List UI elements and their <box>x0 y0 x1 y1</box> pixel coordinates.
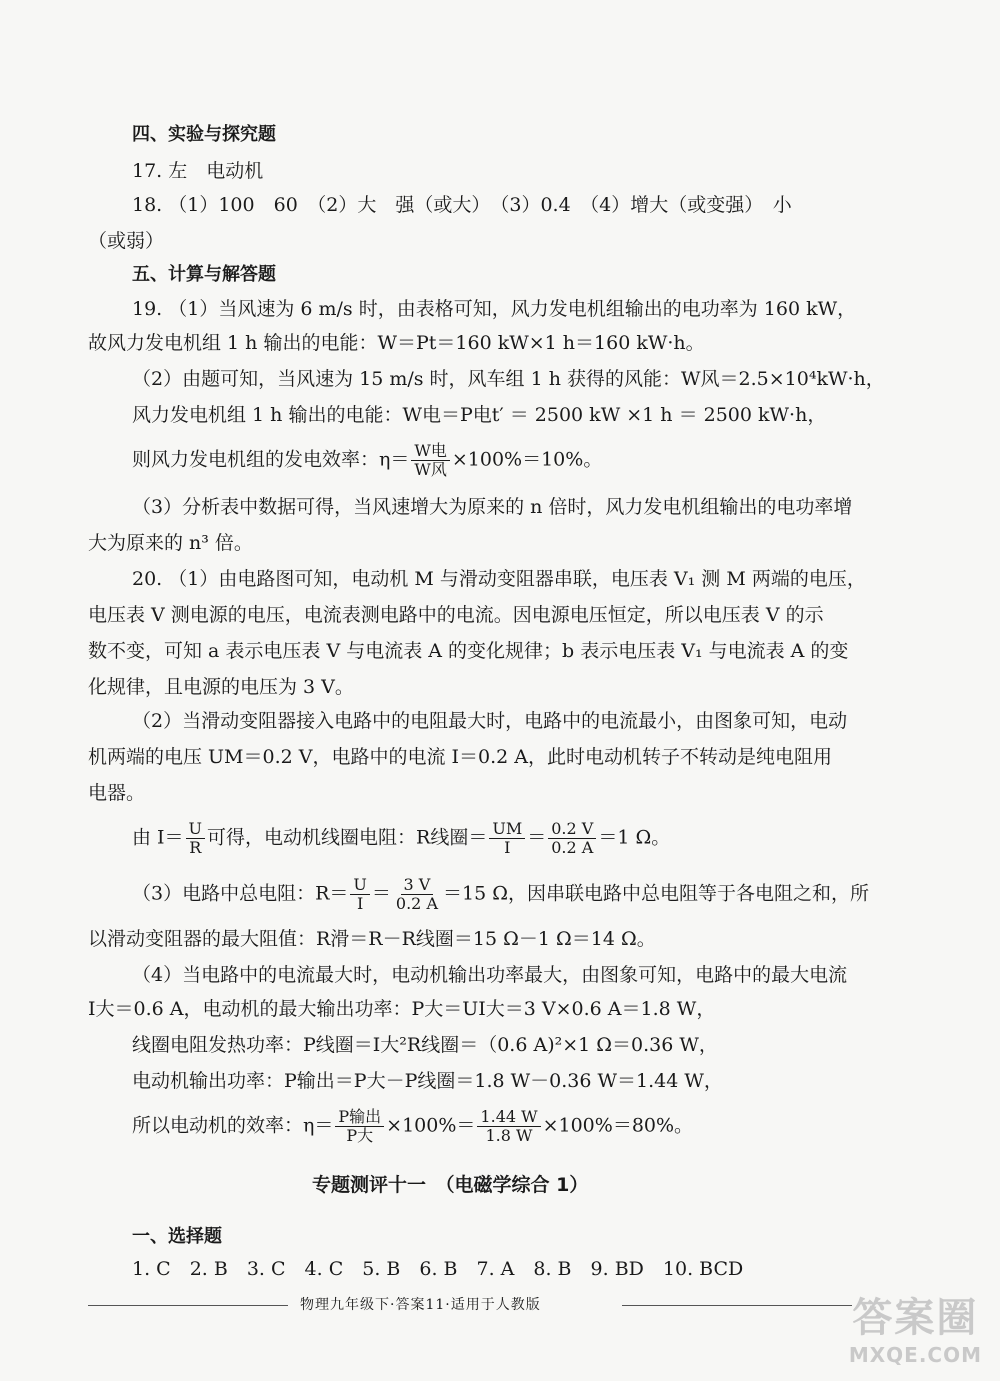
fraction-denominator: I <box>504 838 511 857</box>
fraction <box>186 820 205 857</box>
formula-text: ×100%＝10%。 <box>451 448 603 471</box>
fraction-numerator: 1.44 W <box>477 1108 540 1127</box>
formula-text: ×100%＝80%。 <box>542 1114 694 1137</box>
q20-p1-line2: 电压表 V 测电源的电压，电流表测电路中的电流。因电源电压恒定，所以电压表 V 的示 <box>88 604 824 626</box>
topic-title: 专题测评十一 （电磁学综合 1） <box>312 1174 589 1196</box>
q19-p2-line3 <box>132 442 602 479</box>
fraction-numerator: UM <box>489 820 525 839</box>
section1-heading: 一、选择题 <box>132 1226 222 1247</box>
section4-heading: 四、实验与探究题 <box>132 124 276 145</box>
formula-text: ＝15 Ω，因串联电路中总电阻等于各电阻之和，所 <box>443 882 869 905</box>
section5-heading: 五、计算与解答题 <box>132 264 276 285</box>
fraction-denominator: I <box>356 894 364 913</box>
fraction <box>548 820 596 857</box>
footer-rule-right <box>622 1305 852 1306</box>
answer-q18-line2: （或弱） <box>88 230 165 252</box>
fraction <box>489 820 525 857</box>
fraction <box>393 876 441 913</box>
q20-p1-line3: 数不变，可知 a 表示电压表 V 与电流表 A 的变化规律；b 表示电压表 V₁ 与电流表 A 的变 <box>88 640 849 662</box>
fraction-numerator: 3 V <box>401 876 434 895</box>
fraction-denominator: W风 <box>414 460 447 479</box>
fraction-numerator: W电 <box>411 442 449 461</box>
formula-text: ＝1 Ω。 <box>598 826 671 849</box>
fraction <box>350 876 369 913</box>
watermark-url: MXQE.COM <box>848 1343 982 1367</box>
q20-p2-formula: 由 I＝ $\frac{U}{R}$ 可得，电动机线圈电阻：R线圈＝ $\frac{UM}{I}$ ＝ $\frac{0.2 V}{0.2 A}$ ＝1 Ω。 <box>132 819 671 857</box>
fraction-denominator: 0.2 A <box>551 838 594 857</box>
q20-p1-line1: 20. （1）由电路图可知，电动机 M 与滑动变阻器串联，电压表 V₁ 测 M 两端的电压， <box>132 568 866 590</box>
formula-text: 所以电动机的效率：η＝ <box>132 1114 334 1137</box>
fraction <box>411 442 449 479</box>
watermark-logo <box>849 1286 982 1367</box>
fraction-numerator: U <box>350 876 369 895</box>
fraction-denominator: 0.2 A <box>395 894 438 913</box>
q19-p2-line1: （2）由题可知，当风速为 15 m/s 时，风车组 1 h 获得的风能：W风＝2.5×10⁴kW·h， <box>132 368 885 390</box>
fraction-numerator: U <box>186 820 205 839</box>
q19-p1-line2: 故风力发电机组 1 h 输出的电能：W＝Pt＝160 kW×1 h＝160 kW·h。 <box>88 332 705 354</box>
fraction-numerator: P输出 <box>335 1108 384 1127</box>
q19-p2-line2: 风力发电机组 1 h 输出的电能：W电＝P电t′ ＝ 2500 kW ×1 h ＝ 2500 kW·h， <box>132 404 827 426</box>
q20-p1-line4: 化规律，且电源的电压为 3 V。 <box>88 676 354 698</box>
formula-text: 可得，电动机线圈电阻：R线圈＝ <box>207 826 488 849</box>
fraction-denominator: 1.8 W <box>485 1126 533 1145</box>
watermark-title: 答案圈 <box>852 1295 979 1341</box>
q20-p3-line2: 以滑动变阻器的最大阻值：R滑＝R－R线圈＝15 Ω－1 Ω＝14 Ω。 <box>88 928 656 950</box>
q20-p2-line2: 机两端的电压 UM＝0.2 V，电路中的电流 I＝0.2 A，此时电动机转子不转动是纯电阻用 <box>88 746 833 768</box>
fraction-denominator: P大 <box>346 1126 374 1145</box>
q20-p4-line2: I大＝0.6 A，电动机的最大输出功率：P大＝UI大＝3 V×0.6 A＝1.8 W， <box>88 998 716 1020</box>
footer-rule-left <box>88 1305 288 1306</box>
q20-p3-line1: （3）电路中总电阻：R＝ $\frac{U}{I}$ ＝ $\frac{3 V}{0.2 A}$ ＝15 Ω，因串联电路中总电阻等于各电阻之和，所 <box>132 875 869 913</box>
q19-p3-line2: 大为原来的 n³ 倍。 <box>88 532 253 554</box>
formula-text: （3）电路中总电阻：R＝ <box>132 882 349 905</box>
q20-p2-line1: （2）当滑动变阻器接入电路中的电阻最大时，电路中的电流最小，由图象可知，电动 <box>132 710 848 732</box>
answer-q18-line1: 18. （1）100 60 （2）大 强（或大） （3）0.4 （4）增大（或变强） 小 <box>132 194 792 216</box>
q20-p4-line1: （4）当电路中的电流最大时，电动机输出功率最大，由图象可知，电路中的最大电流 <box>132 964 848 986</box>
answer-q17: 17. 左 电动机 <box>132 160 264 182</box>
q20-p2-line3: 电器。 <box>88 782 146 804</box>
fraction <box>335 1108 384 1145</box>
footer-text: 物理九年级下·答案11·适用于人教版 <box>300 1297 541 1313</box>
fraction-numerator: 0.2 V <box>548 820 596 839</box>
fraction <box>477 1108 540 1145</box>
formula-text: 由 I＝ <box>132 826 184 849</box>
fraction-denominator: R <box>189 838 202 857</box>
choice-answers: 1. C 2. B 3. C 4. C 5. B 6. B 7. A 8. B 9. BD 10. BCD <box>132 1258 744 1280</box>
q19-p3-line1: （3）分析表中数据可得，当风速增大为原来的 n 倍时，风力发电机组输出的电功率增 <box>132 496 853 518</box>
formula-text: 则风力发电机组的发电效率：η＝ <box>132 448 410 471</box>
q19-p1-line1: 19. （1）当风速为 6 m/s 时，由表格可知，风力发电机组输出的电功率为 160 kW， <box>132 298 857 320</box>
q20-p4-line3: 线圈电阻发热功率：P线圈＝I大²R线圈＝（0.6 A)²×1 Ω＝0.36 W， <box>132 1034 718 1056</box>
q20-p4-line5 <box>132 1108 693 1145</box>
q20-p4-line4: 电动机输出功率：P输出＝P大－P线圈＝1.8 W－0.36 W＝1.44 W， <box>132 1070 723 1092</box>
formula-text: ×100%＝ <box>386 1114 476 1137</box>
